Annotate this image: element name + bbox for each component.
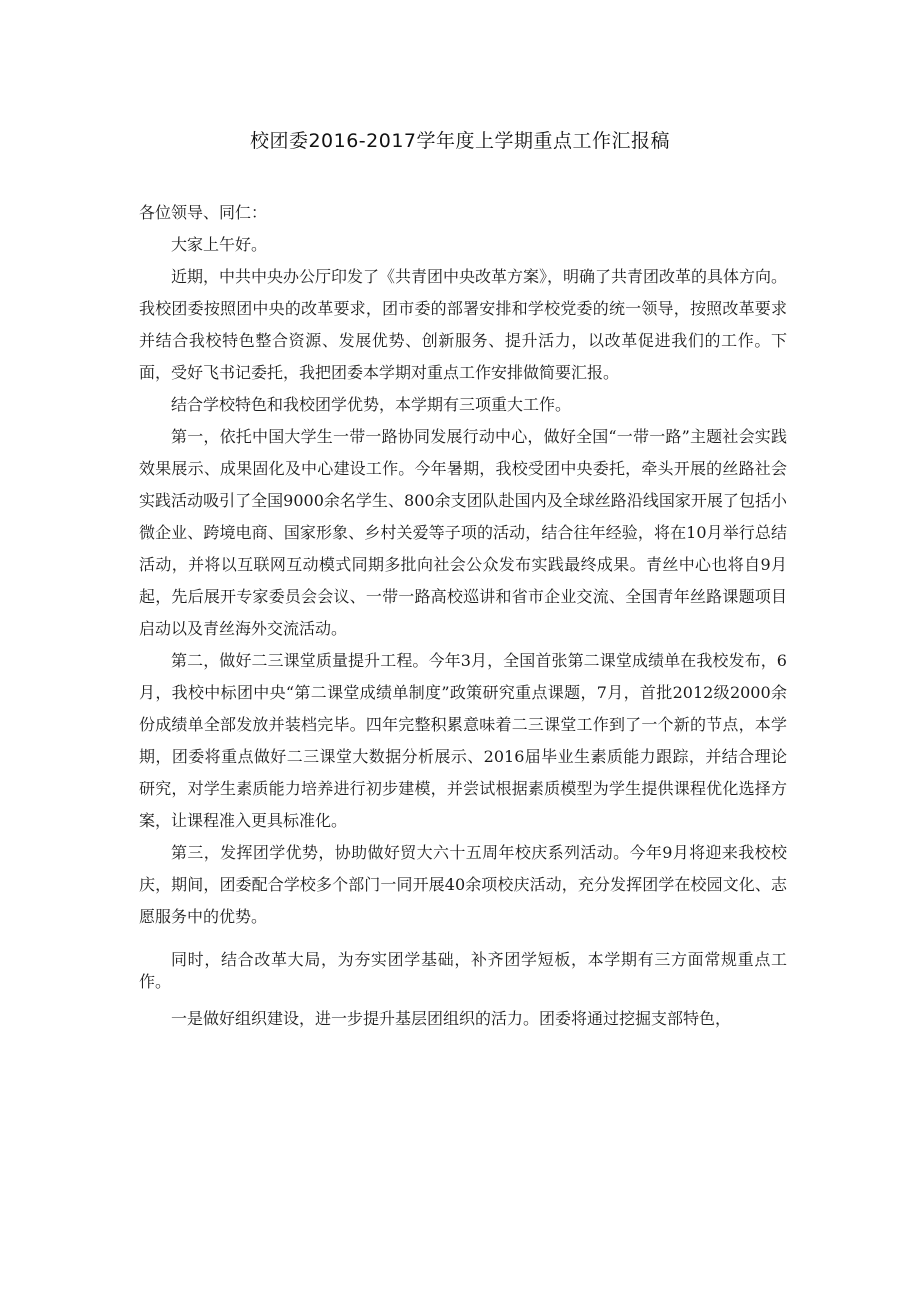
document-body: [139, 197, 787, 1035]
salutation-paragraph: 各位领导、同仁：: [139, 203, 268, 222]
organization-building-paragraph: 一是做好组织建设，进一步提升基层团组织的活力。团委将通过挖掘支部特色，: [171, 1009, 732, 1028]
routine-work-paragraph: 同时，结合改革大局，为夯实团学基础，补齐团学短板，本学期有三方面常规重点工作。: [139, 950, 787, 991]
task-three-paragraph: 第三，发挥团学优势，协助做好贸大六十五周年校庆系列活动。今年9月将迎来我校校庆，期间，团委配合学校多个部门一同开展40余项校庆活动，充分发挥团学在校园文化、志愿服务中的优势。: [139, 843, 787, 926]
task-one-paragraph: 第一，依托中国大学生一带一路协同发展行动中心，做好全国“一带一路”主题社会实践效果展示、成果固化及中心建设工作。今年暑期，我校受团中央委托，牵头开展的丝路社会实践活动吸引了全国9000余名学生、800余支团队赴国内及全球丝路沿线国家开展了包括小微企业、跨境电商、国家形象、乡村关爱等子项的活动，结合往年经验，将在10月举行总结活动，并将以互联网互动模式同期多批向社会公众发布实践最终成果。青丝中心也将自9月起，先后展开专家委员会会议、一带一路高校巡讲和省市企业交流、全国青年丝路课题项目启动以及青丝海外交流活动。: [139, 427, 787, 638]
document-title: 校团委2016-2017学年度上学期重点工作汇报稿: [249, 130, 671, 152]
greeting-paragraph: 大家上午好。: [171, 235, 268, 254]
task-two-paragraph: 第二，做好二三课堂质量提升工程。今年3月，全国首张第二课堂成绩单在我校发布，6月，我校中标团中央“第二课堂成绩单制度”政策研究重点课题，7月，首批2012级2000余份成绩单全部发放并装档完毕。四年完整积累意味着二三课堂工作到了一个新的节点，本学期，团委将重点做好二三课堂大数据分析展示、2016届毕业生素质能力跟踪，并结合理论研究，对学生素质能力培养进行初步建模，并尝试根据素质模型为学生提供课程优化选择方案，让课程准入更具标准化。: [139, 651, 787, 830]
intro-paragraph: 近期，中共中央办公厅印发了《共青团中央改革方案》，明确了共青团改革的具体方向。我校团委按照团中央的改革要求，团市委的部署安排和学校党委的统一领导，按照改革要求并结合我校特色整合资源、发展优势、创新服务、提升活力，以改革促进我们的工作。下面，受好飞书记委托，我把团委本学期对重点工作安排做简要汇报。: [139, 267, 788, 382]
three-major-tasks-paragraph: 结合学校特色和我校团学优势，本学期有三项重大工作。: [171, 395, 572, 414]
